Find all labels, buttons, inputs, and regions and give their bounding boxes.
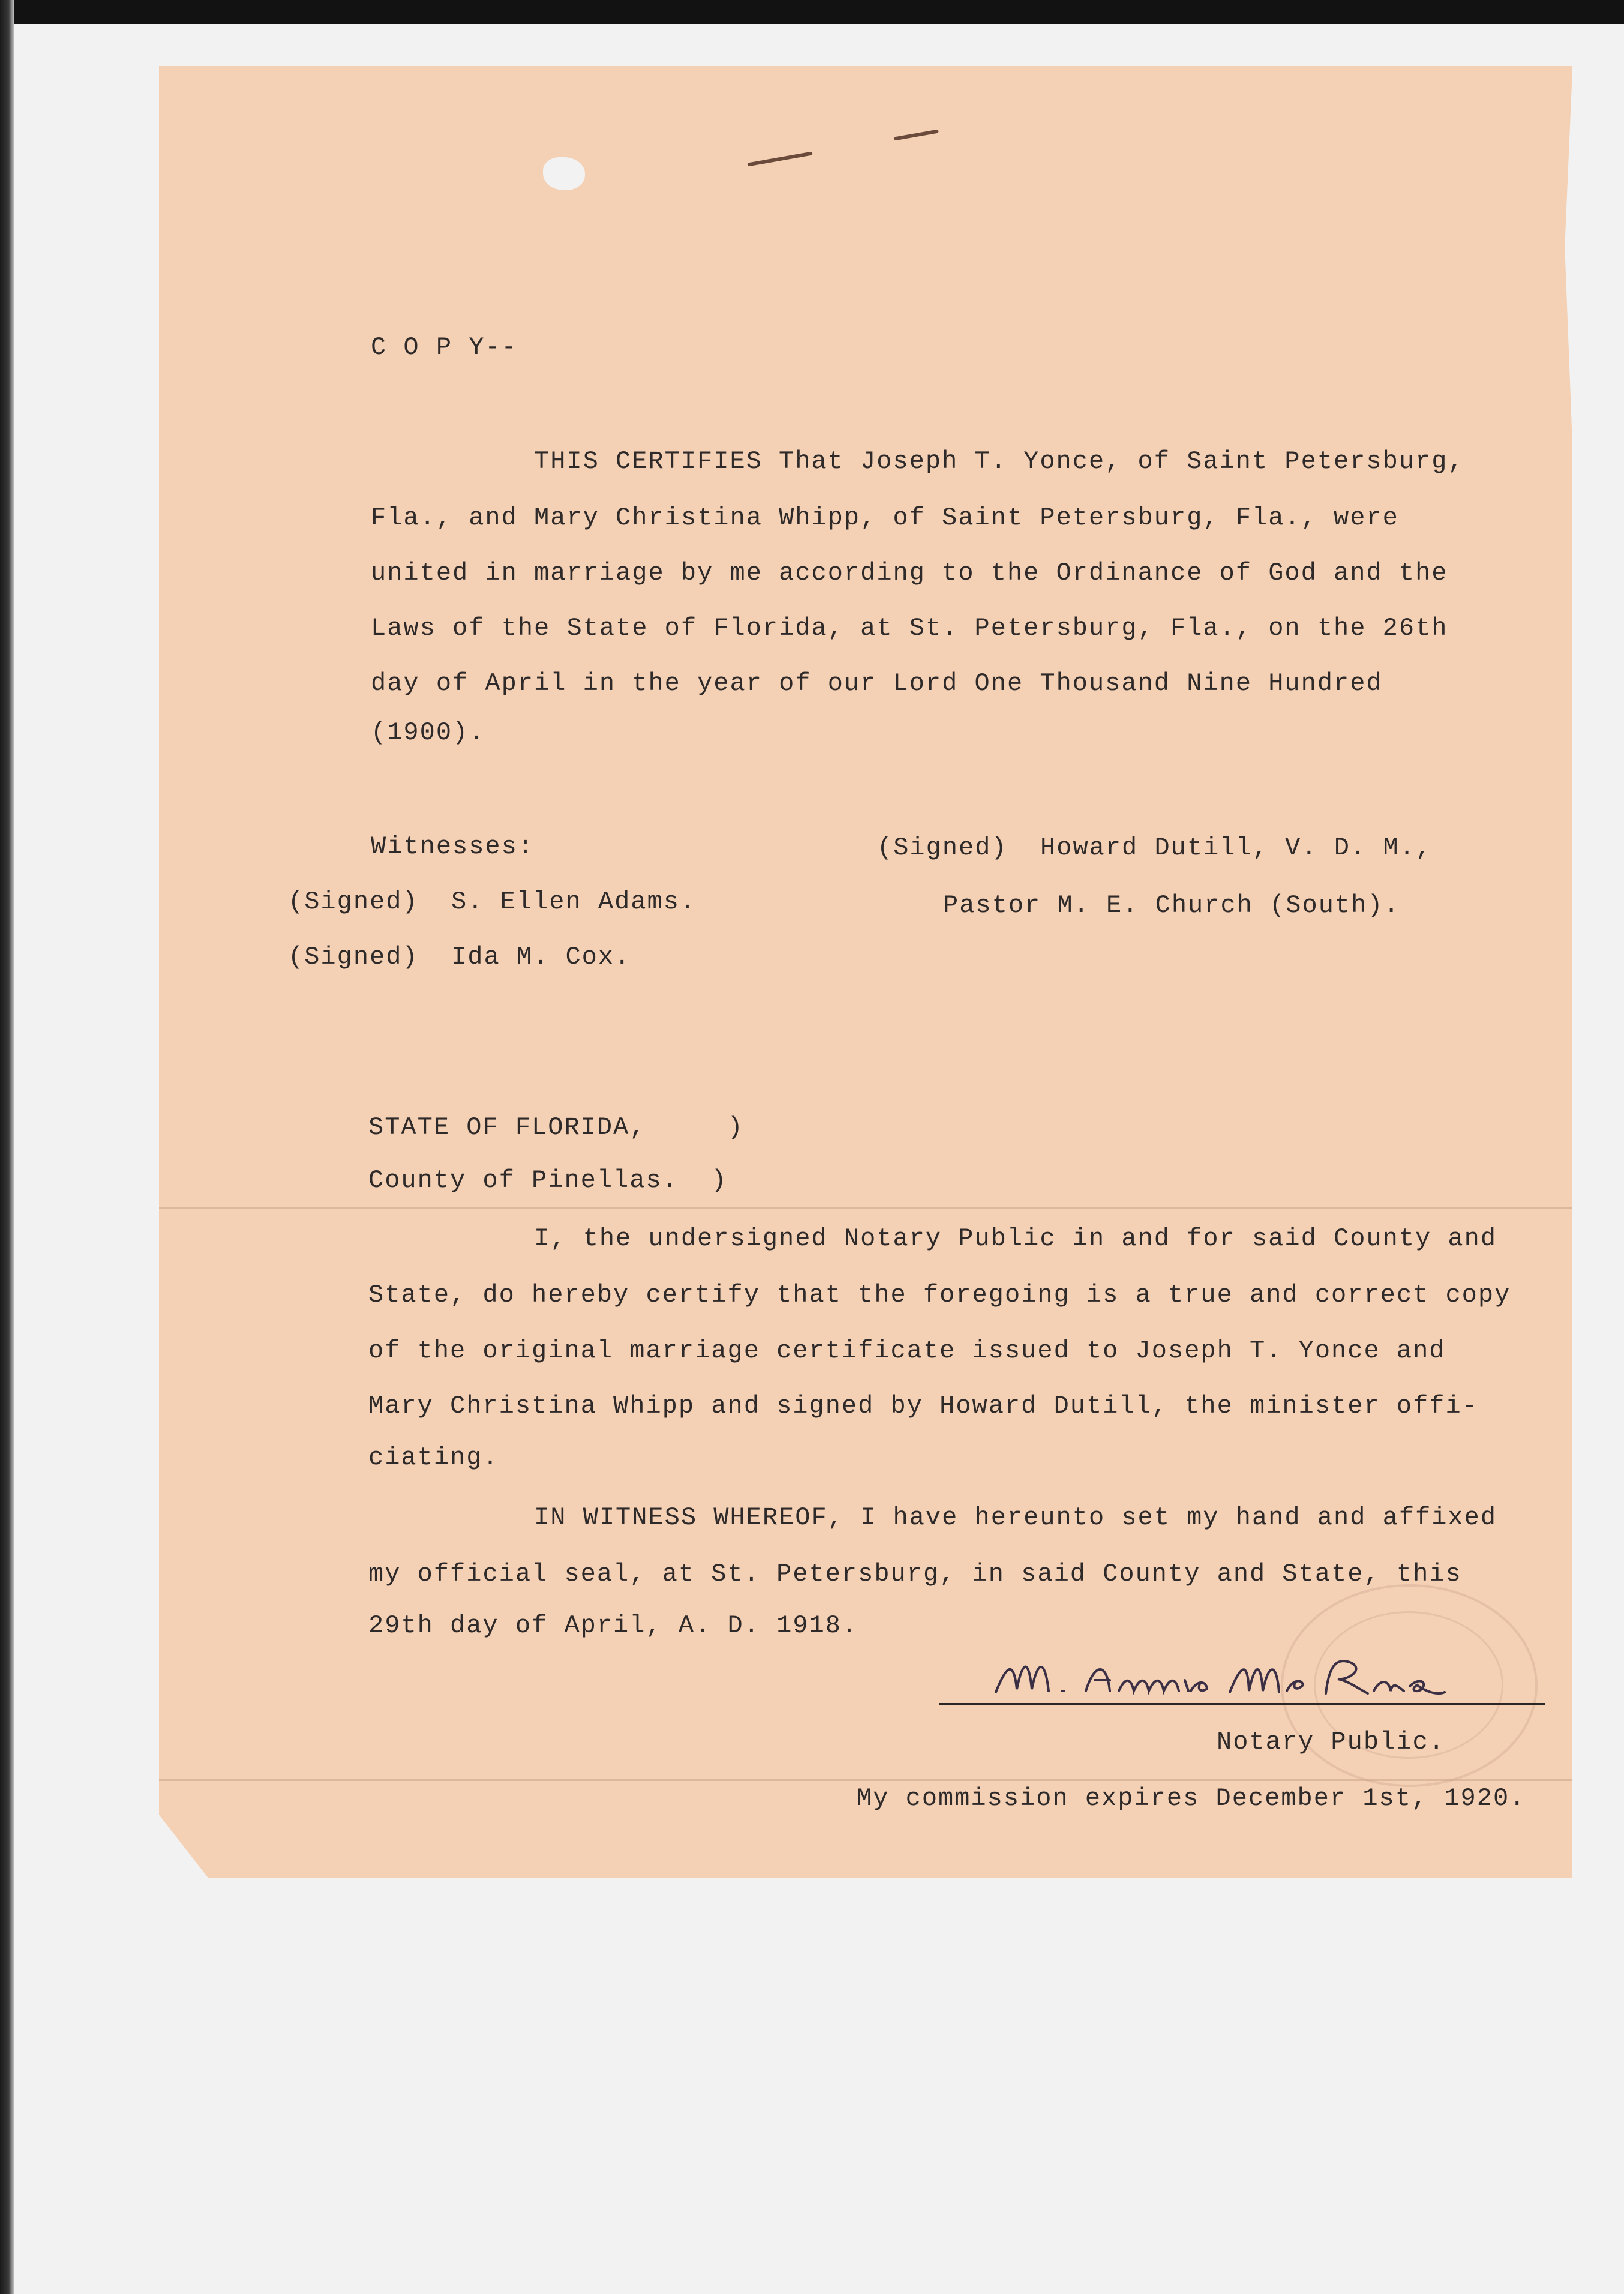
commission-expiry: My commission expires December 1st, 1920.: [857, 1784, 1526, 1813]
officiant-title: Pastor M. E. Church (South).: [943, 891, 1400, 920]
witness-signature: (Signed) Ida M. Cox.: [288, 943, 631, 971]
venue-state: STATE OF FLORIDA, ): [368, 1113, 744, 1142]
notary-title: Notary Public.: [1217, 1728, 1445, 1756]
witness-clause-line: 29th day of April, A. D. 1918.: [368, 1611, 858, 1640]
witness-clause-line: IN WITNESS WHEREOF, I have hereunto set my hand and affixed: [534, 1503, 1497, 1532]
certificate-line: THIS CERTIFIES That Joseph T. Yonce, of Saint Petersburg,: [534, 447, 1464, 476]
officiant-signature: (Signed) Howard Dutill, V. D. M.,: [877, 833, 1432, 862]
venue-county: County of Pinellas. ): [368, 1166, 728, 1195]
witness-clause-line: my official seal, at St. Petersburg, in said County and State, this: [368, 1560, 1462, 1588]
notary-line: ciating.: [368, 1443, 499, 1472]
notary-line: Mary Christina Whipp and signed by Howard Dutill, the minister offi-: [368, 1392, 1478, 1420]
notary-line: of the original marriage certificate issued to Joseph T. Yonce and: [368, 1336, 1446, 1365]
notary-signature: [990, 1644, 1446, 1710]
paper-fold-line: [159, 1207, 1572, 1209]
certificate-line: united in marriage by me according to the Ordinance of God and the: [371, 559, 1448, 587]
witness-signature: (Signed) S. Ellen Adams.: [288, 887, 697, 916]
signature-line: [939, 1703, 1545, 1705]
punch-hole: [543, 157, 585, 190]
notary-line: I, the undersigned Notary Public in and for said County and: [534, 1224, 1497, 1253]
witnesses-label: Witnesses:: [371, 832, 535, 861]
certificate-line: (1900).: [371, 718, 485, 747]
certificate-line: Laws of the State of Florida, at St. Petersburg, Fla., on the 26th: [371, 614, 1448, 643]
scan-top-edge: [0, 0, 1624, 24]
certificate-line: Fla., and Mary Christina Whipp, of Saint Petersburg, Fla., were: [371, 503, 1399, 532]
paper-fold-line: [159, 1779, 1572, 1781]
notary-line: State, do hereby certify that the foregoing is a true and correct copy: [368, 1281, 1511, 1309]
certificate-line: day of April in the year of our Lord One Thousand Nine Hundred: [371, 669, 1383, 698]
scan-left-edge: [0, 0, 14, 2294]
copy-heading: C O P Y--: [371, 333, 518, 362]
